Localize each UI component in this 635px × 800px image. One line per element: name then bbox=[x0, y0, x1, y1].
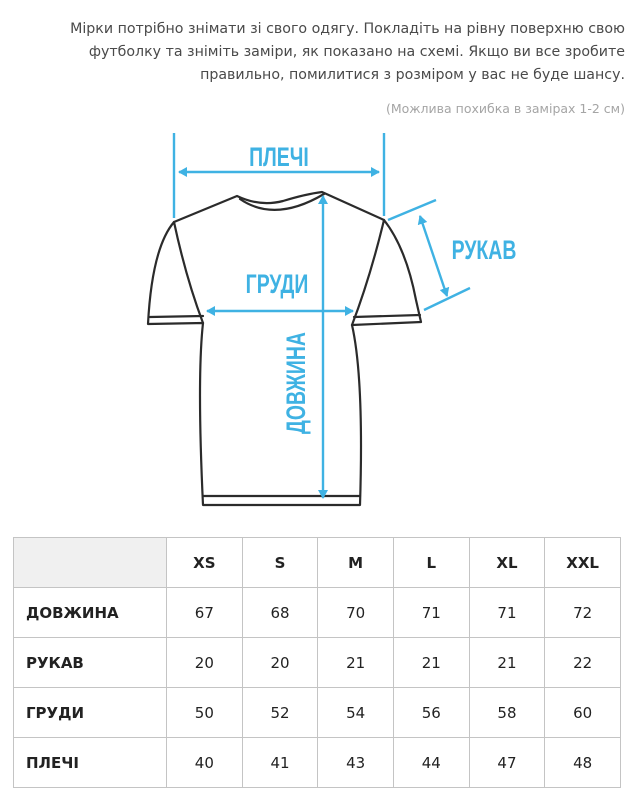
table-cell: 68 bbox=[242, 588, 318, 638]
table-cell: 22 bbox=[545, 638, 621, 688]
size-header-xxl: XXL bbox=[545, 538, 621, 588]
tshirt-measurement-diagram bbox=[0, 128, 635, 520]
size-table-header-row bbox=[14, 538, 621, 588]
table-cell: 72 bbox=[545, 588, 621, 638]
size-header-s: S bbox=[242, 538, 318, 588]
table-cell: 40 bbox=[167, 738, 243, 788]
intro-paragraph: Мірки потрібно знімати зі свого одягу. Покладіть на рівну поверхню свою футболку та зніміть заміри, як показано на схемі. Якщо ви все зробите правильно, помилитися з розміром у вас не буде шансу. bbox=[70, 21, 625, 83]
size-header-xl: XL bbox=[469, 538, 545, 588]
row-label-sleeve: РУКАВ bbox=[14, 638, 167, 688]
size-header-m: M bbox=[318, 538, 394, 588]
table-cell: 67 bbox=[167, 588, 243, 638]
table-cell: 71 bbox=[469, 588, 545, 638]
table-cell: 21 bbox=[318, 638, 394, 688]
table-row bbox=[14, 588, 621, 638]
table-cell: 71 bbox=[393, 588, 469, 638]
table-cell: 50 bbox=[167, 688, 243, 738]
table-cell: 58 bbox=[469, 688, 545, 738]
row-label-chest: ГРУДИ bbox=[14, 688, 167, 738]
chest-label: ГРУДИ bbox=[245, 268, 309, 299]
row-label-length: ДОВЖИНА bbox=[14, 588, 167, 638]
table-cell: 43 bbox=[318, 738, 394, 788]
table-cell: 54 bbox=[318, 688, 394, 738]
size-header-l: L bbox=[393, 538, 469, 588]
measurement-error-note: (Можлива похибка в замірах 1-2 см) bbox=[385, 101, 625, 116]
table-cell: 48 bbox=[545, 738, 621, 788]
table-cell: 52 bbox=[242, 688, 318, 738]
table-cell: 60 bbox=[545, 688, 621, 738]
table-row bbox=[14, 688, 621, 738]
size-header-xs: XS bbox=[167, 538, 243, 588]
table-row bbox=[14, 738, 621, 788]
row-label-shoulders: ПЛЕЧІ bbox=[14, 738, 167, 788]
shoulders-label: ПЛЕЧІ bbox=[249, 141, 309, 172]
table-cell: 21 bbox=[469, 638, 545, 688]
table-cell: 41 bbox=[242, 738, 318, 788]
table-cell: 21 bbox=[393, 638, 469, 688]
size-table bbox=[13, 537, 621, 788]
table-cell: 47 bbox=[469, 738, 545, 788]
length-label: ДОВЖИНА bbox=[280, 332, 311, 434]
table-cell: 20 bbox=[167, 638, 243, 688]
table-cell: 70 bbox=[318, 588, 394, 638]
table-cell: 20 bbox=[242, 638, 318, 688]
sleeve-label: РУКАВ bbox=[451, 234, 517, 265]
table-cell: 56 bbox=[393, 688, 469, 738]
table-corner-cell bbox=[14, 538, 167, 588]
table-cell: 44 bbox=[393, 738, 469, 788]
table-row bbox=[14, 638, 621, 688]
